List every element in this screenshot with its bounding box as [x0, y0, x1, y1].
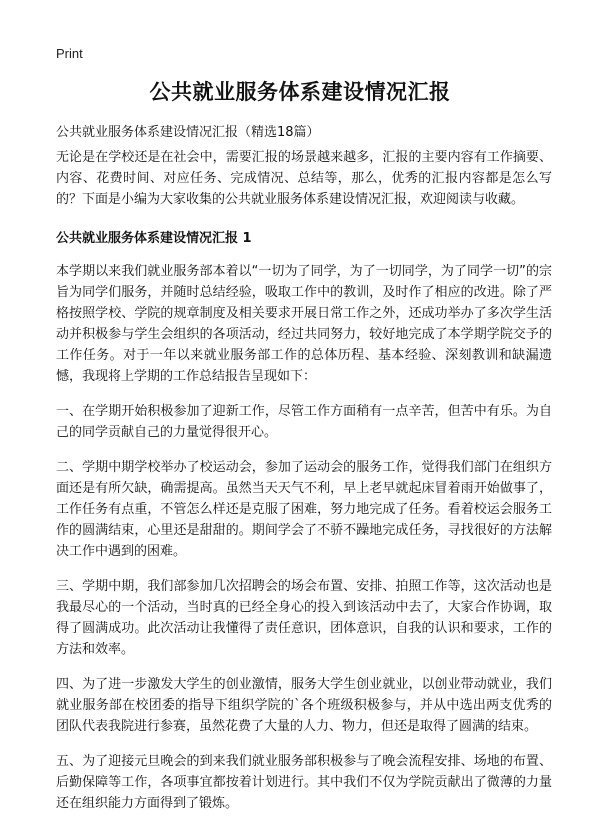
body-paragraph: 三、学期中期，我们部参加几次招聘会的场会布置、安排、拍照工作等，这次活动也是我最尽心的一个活动，当时真的已经全身心的投入到该活动中去了，大家合作协调，取得了圆满成功。此次活动让我懂得了责任意识，团体意识，自我的认识和要求，工作的方法和效率。	[56, 579, 552, 657]
body-paragraph: 二、学期中期学校举办了校运动会，参加了运动会的服务工作，觉得我们部门在组织方面还是有所欠缺，确需提高。虽然当天天气不利，早上老早就起床冒着雨开始做事了，工作任务有点重，不管怎么样还是克服了困难，努力地完成了任务。看着校运会服务工作的圆满结束，心里还是甜甜的。期间学会了不骄不躁地完成任务，寻找很好的方法解决工作中遇到的困难。	[56, 460, 552, 559]
body-paragraph: 本学期以来我们就业服务部本着以“一切为了同学，为了一切同学，为了同学一切”的宗旨为同学们服务，并随时总结经验，吸取工作中的教训，及时作了相应的改进。除了严格按照学校、学院的规章制度及相关要求开展日常工作之外，还成功举办了多次学生活动并积极参与学生会组织的各项活动，经过共同努力，较好地完成了本学期学院交予的工作任务。对于一年以来就业服务部工作的总体历程、基本经验、深刻教训和缺漏遗憾，我现将上学期的工作总结报告呈现如下：	[56, 264, 552, 384]
body-paragraph: 五、为了迎接元旦晚会的到来我们就业服务部积极参与了晚会流程安排、场地的布置、后勤保障等工作，各项事宜都按着计划进行。其中我们不仅为学院贡献出了微薄的力量还在组织能力方面得到了锻炼。	[56, 754, 552, 811]
document-body	[56, 147, 552, 828]
section-heading: 公共就业服务体系建设情况汇报 1	[56, 231, 252, 246]
document-subtitle: 公共就业服务体系建设情况汇报（精选18篇）	[56, 125, 320, 140]
body-paragraph: 四、为了进一步激发大学生的创业激情，服务大学生创业就业，以创业带动就业，我们就业服务部在校团委的指导下组织学院的`各个班级积极参与，并从中选出两支优秀的团队代表我院进行参赛，虽然花费了大量的人力、物力，但还是取得了圆满的结束。	[56, 677, 552, 734]
intro-paragraph: 无论是在学校还是在社会中，需要汇报的场景越来越多，汇报的主要内容有工作摘要、内容、花费时间、对应任务、完成情况、总结等，那么，优秀的汇报内容都是怎么写的？下面是小编为大家收集的公共就业服务体系建设情况汇报，欢迎阅读与收藏。	[56, 150, 552, 207]
body-paragraph: 一、在学期开始积极参加了迎新工作，尽管工作方面稍有一点辛苦，但苦中有乐。为自己的同学贡献自己的力量觉得很开心。	[56, 404, 552, 440]
page-title: 公共就业服务体系建设情况汇报	[149, 80, 451, 104]
print-label[interactable]: Print	[56, 46, 83, 61]
